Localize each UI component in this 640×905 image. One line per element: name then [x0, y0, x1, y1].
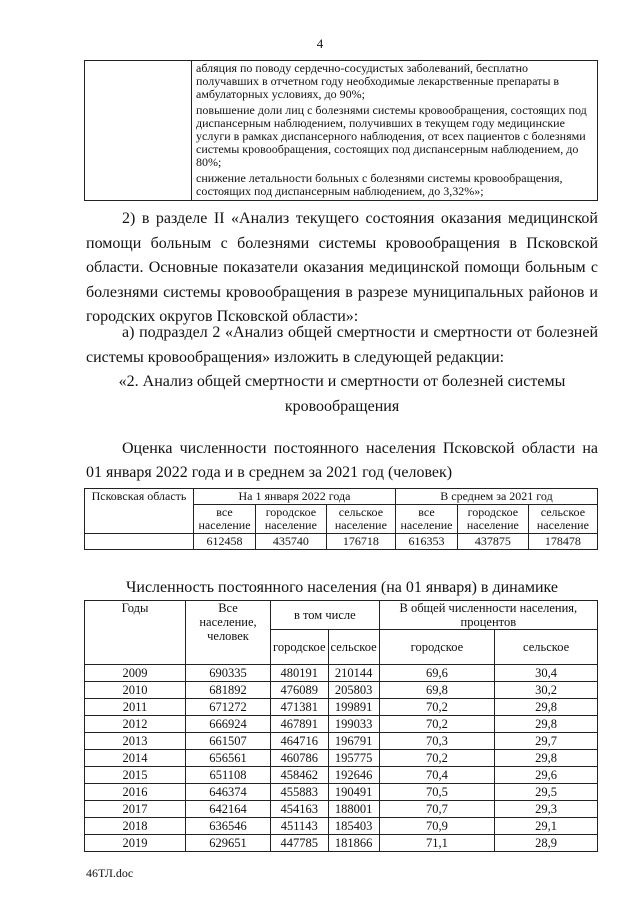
population-dynamics-table — [84, 600, 598, 852]
table-row — [85, 61, 598, 201]
value-cell: 458462 — [271, 767, 329, 784]
subheader-cell: все население — [194, 505, 256, 534]
value-cell: 70,7 — [379, 801, 495, 818]
value-cell: 70,9 — [379, 818, 495, 835]
group-header: В среднем за 2021 год — [395, 489, 597, 505]
file-name: 46ТЛ.doc — [86, 866, 134, 880]
value-cell: 476089 — [271, 682, 329, 699]
value-cell: 29,3 — [495, 801, 598, 818]
value-cell: 70,2 — [379, 750, 495, 767]
value-cell: 646374 — [186, 784, 271, 801]
table-row — [85, 665, 598, 682]
value-cell: 642164 — [186, 801, 271, 818]
year-cell: 2012 — [85, 716, 186, 733]
value-cell: 666924 — [186, 716, 271, 733]
subheader-cell: городское население — [457, 505, 528, 534]
value-cell: 29,5 — [495, 784, 598, 801]
table-row — [85, 682, 598, 699]
table-row — [85, 835, 598, 852]
targets-cell — [192, 61, 598, 201]
year-cell: 2013 — [85, 733, 186, 750]
rural-share-header: сельское — [495, 630, 598, 665]
value-cell: 464716 — [271, 733, 329, 750]
share-header: В общей численности населения, процентов — [379, 601, 597, 630]
value-cell: 70,3 — [379, 733, 495, 750]
year-cell: 2015 — [85, 767, 186, 784]
value-cell: 196791 — [328, 733, 379, 750]
value-cell: 636546 — [186, 818, 271, 835]
value-cell: 69,6 — [379, 665, 495, 682]
section-heading-line: «2. Анализ общей смертности и смертности от болезней системы — [118, 373, 566, 390]
value-cell: 192646 — [328, 767, 379, 784]
value-cell: 69,8 — [379, 682, 495, 699]
year-cell: 2016 — [85, 784, 186, 801]
urban-header: городское — [271, 630, 329, 665]
table-row — [85, 699, 598, 716]
value-cell: 616353 — [395, 534, 457, 550]
value-cell: 29,8 — [495, 750, 598, 767]
subheader-cell: сельское население — [528, 505, 597, 534]
value-cell: 199033 — [328, 716, 379, 733]
value-cell: 435740 — [256, 534, 327, 550]
value-cell: 70,2 — [379, 699, 495, 716]
subheader-cell: сельское население — [326, 505, 395, 534]
value-cell: 188001 — [328, 801, 379, 818]
page-number: 4 — [316, 36, 324, 51]
table-header-row — [85, 489, 598, 505]
value-cell: 205803 — [328, 682, 379, 699]
year-cell: 2019 — [85, 835, 186, 852]
subheader-cell: все население — [395, 505, 457, 534]
table-row — [85, 716, 598, 733]
value-cell: 471381 — [271, 699, 329, 716]
value-cell: 176718 — [326, 534, 395, 550]
value-cell: 447785 — [271, 835, 329, 852]
value-cell: 651108 — [186, 767, 271, 784]
value-cell: 451143 — [271, 818, 329, 835]
year-cell: 2014 — [85, 750, 186, 767]
value-cell: 181866 — [328, 835, 379, 852]
empty-cell — [85, 534, 194, 550]
value-cell: 690335 — [186, 665, 271, 682]
subheader-cell: городское население — [256, 505, 327, 534]
table-row — [85, 750, 598, 767]
value-cell: 70,5 — [379, 784, 495, 801]
value-cell: 195775 — [328, 750, 379, 767]
value-cell: 29,8 — [495, 699, 598, 716]
value-cell: 190491 — [328, 784, 379, 801]
paragraph-section-ii: 2) в разделе II «Анализ текущего состояния оказания медицинской помощи больным с болезнями системы кровообращения в Псковской области. Основные показатели оказания медицинской помощи больным с болезнями системы кровообращения в разрезе муниципальных районов и городских округов Псковской области»: — [86, 210, 598, 325]
value-cell: 210144 — [328, 665, 379, 682]
value-cell: 454163 — [271, 801, 329, 818]
value-cell: 29,8 — [495, 716, 598, 733]
table-row — [85, 534, 598, 550]
year-cell: 2017 — [85, 801, 186, 818]
value-cell: 656561 — [186, 750, 271, 767]
total-header: Все население, человек — [186, 601, 271, 665]
table-row — [85, 818, 598, 835]
value-cell: 455883 — [271, 784, 329, 801]
value-cell: 29,1 — [495, 818, 598, 835]
value-cell: 29,6 — [495, 767, 598, 784]
target-item: снижение летальности больных с болезнями системы кровообращения, состоящих под диспансерным наблюдением, до 3,32%»; — [196, 171, 563, 198]
continuation-table — [84, 60, 598, 201]
group-header: На 1 января 2022 года — [194, 489, 396, 505]
empty-cell — [85, 61, 192, 201]
including-header: в том числе — [271, 601, 380, 630]
value-cell: 30,2 — [495, 682, 598, 699]
value-cell: 480191 — [271, 665, 329, 682]
year-cell: 2010 — [85, 682, 186, 699]
paragraph-subsection-2: а) подраздел 2 «Анализ общей смертности и смертности от болезней системы кровообращения» изложить в следующей редакции: — [86, 324, 598, 366]
value-cell: 71,1 — [379, 835, 495, 852]
table2-caption: Численность постоянного населения (на 01 января) в динамике — [125, 579, 558, 596]
urban-share-header: городское — [379, 630, 495, 665]
target-item: повышение доли лиц с болезнями системы кровообращения, состоящих под диспансерным наблюдением, получивших в текущем году медицинские услуги в рамках диспансерного наблюдения, от всех пациентов с болезнями системы кровообращения, состоящих под диспансерным наблюдением, до 80%; — [196, 103, 587, 169]
table-row — [85, 801, 598, 818]
years-header: Годы — [85, 601, 186, 665]
value-cell: 29,7 — [495, 733, 598, 750]
value-cell: 185403 — [328, 818, 379, 835]
target-item: абляция по поводу сердечно-сосудистых заболеваний, бесплатно получавших в отчетном году необходимые лекарственные препараты в амбулаторных условиях, до 90%; — [196, 61, 560, 101]
value-cell: 467891 — [271, 716, 329, 733]
value-cell: 460786 — [271, 750, 329, 767]
year-cell: 2018 — [85, 818, 186, 835]
value-cell: 629651 — [186, 835, 271, 852]
table-row — [85, 784, 598, 801]
year-cell: 2011 — [85, 699, 186, 716]
section-heading — [86, 370, 598, 419]
value-cell: 612458 — [194, 534, 256, 550]
value-cell: 70,4 — [379, 767, 495, 784]
value-cell: 437875 — [457, 534, 528, 550]
value-cell: 199891 — [328, 699, 379, 716]
value-cell: 671272 — [186, 699, 271, 716]
year-cell: 2009 — [85, 665, 186, 682]
value-cell: 30,4 — [495, 665, 598, 682]
section-heading-line: кровообращения — [284, 397, 400, 415]
rural-header: сельское — [328, 630, 379, 665]
region-header: Псковская область — [85, 489, 194, 534]
population-estimate-table — [84, 488, 598, 550]
value-cell: 661507 — [186, 733, 271, 750]
table-row — [85, 733, 598, 750]
value-cell: 178478 — [528, 534, 597, 550]
value-cell: 681892 — [186, 682, 271, 699]
table-row — [85, 767, 598, 784]
table1-caption: Оценка численности постоянного населения Псковской области на 01 января 2022 года и в среднем за 2021 год (человек) — [86, 440, 598, 481]
value-cell: 28,9 — [495, 835, 598, 852]
value-cell: 70,2 — [379, 716, 495, 733]
table-header-row — [85, 601, 598, 630]
